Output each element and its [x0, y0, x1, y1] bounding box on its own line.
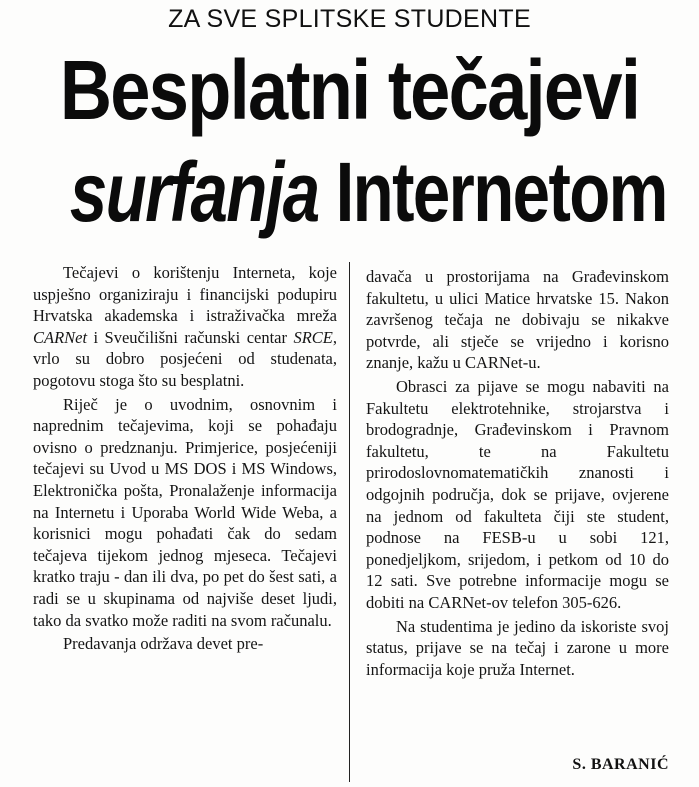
carnet-italic: CARNet	[33, 327, 88, 347]
article-kicker: ZA SVE SPLITSKE STUDENTE	[168, 5, 531, 33]
left-paragraph-3: Predavanja održava devet pre-	[63, 634, 264, 654]
headline-italic-word: surfanja	[69, 145, 319, 239]
left-column	[33, 262, 337, 655]
headline-line-2	[69, 142, 667, 242]
left-paragraph-1-part-b: i Sveučilišni računski centar	[87, 327, 294, 347]
right-paragraph-3: Na studentima je jedino da iskoriste svoj status, prijave se na tečaj i zarone u more informacija koje pruža Internet.	[366, 616, 669, 679]
srce-italic: SRCE	[293, 327, 333, 347]
headline-line-2-rest: Internetom	[318, 145, 667, 239]
right-paragraph-1: davača u prostorijama na Građevinskom fakultetu, u ulici Matice hrvatske 15. Nakon završenog tečaja ne dobivaju se nikakve potvrde, ali stječe se vrijedno i korisno znanje, kažu u CARNet-u.	[366, 267, 669, 373]
headline-line-1: Besplatni tečajevi	[59, 43, 640, 137]
right-paragraph-2: Obrasci za pijave se mogu nabaviti na Fakultetu elektrotehnike, strojarstva i brodogradnje, Građevinskom i Pravnom fakultetu, te na Fakultetu prirodoslovnomatematičkih znanosti i odgojnih područja, dok se prijave, ovjerene na jednom od fakulteta čiji ste student, podnose na FESB-u u sobi 121, ponedjeljkom, srijedom, i petkom od 10 do 12 sati. Sve potrebne informacije mogu se dobiti na CARNet-ov telefon 305-626.	[366, 376, 669, 612]
left-paragraph-1-part-a: Tečajevi o korištenju Interneta, koje uspješno organiziraju i financijski podupiru Hrvatska akademska i istraživačka mreža	[33, 263, 337, 326]
column-divider	[349, 262, 350, 782]
left-paragraph-1-part-c: , vrlo su dobro posjećeni od studenata, pogotovu stoga što su besplatni.	[33, 327, 337, 390]
left-paragraph-1	[33, 262, 337, 392]
author-byline: S. BARANIĆ	[572, 756, 669, 773]
left-paragraph-2: Riječ je o uvodnim, osnovnim i naprednim tečajevima, koji se pohađaju ovisno o predznanju. Primjerice, posjećeniji tečajevi su Uvod u MS DOS i MS Windows, Elektronička pošta, Pronalaženje informacija na Internetu i Uporaba World Wide Weba, a korisnici mogu pohađati čak do sedam tečajeva tijekom jednog mjeseca. Tečajevi kratko traju - dan ili dva, po pet do šest sati, a radi se u skupinama od najviše deset ljudi, tako da svatko može raditi na svom računalu.	[33, 394, 337, 630]
right-column	[366, 266, 669, 680]
